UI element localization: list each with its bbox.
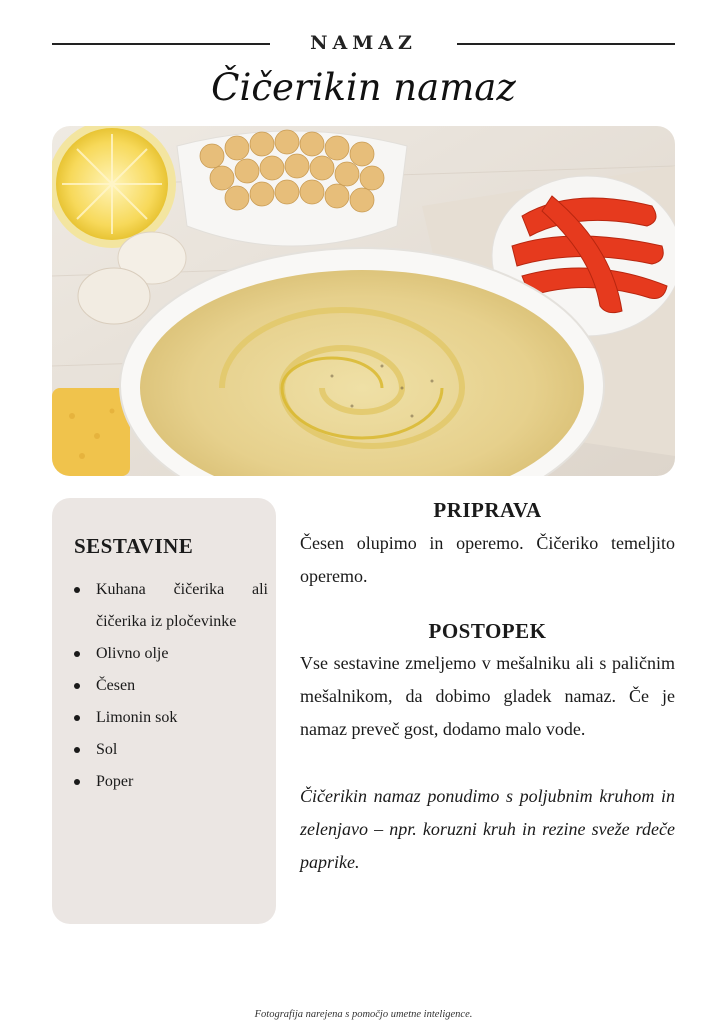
ingredients-panel xyxy=(52,498,276,924)
preparation-title: PRIPRAVA xyxy=(433,498,542,522)
ingredients-list xyxy=(72,574,268,798)
ai-photo-note: Fotografija narejena s pomočjo umetne inteligence. xyxy=(254,1009,473,1020)
recipe-category: NAMAZ xyxy=(310,32,417,54)
ingredient-item: Olivno olje xyxy=(72,638,268,670)
procedure-title: POSTOPEK xyxy=(428,619,547,643)
ingredient-item: Česen xyxy=(72,670,268,702)
serving-suggestion: Čičerikin namaz ponudimo s poljubnim kruhom in zelenjavo – npr. koruzni kruh in rezine sveže rdeče paprike. xyxy=(300,786,675,872)
header-rule-right xyxy=(457,43,675,45)
ingredient-item: Poper xyxy=(72,766,268,798)
hummus-photo xyxy=(52,126,675,476)
ingredient-item: Kuhana čičerika ali čičerika iz pločevinke xyxy=(72,574,268,638)
ingredient-item: Limonin sok xyxy=(72,702,268,734)
preparation-text: Česen olupimo in operemo. Čičeriko temeljito operemo. xyxy=(300,533,675,586)
procedure-text: Vse sestavine zmeljemo v mešalniku ali s paličnim mešalnikom, da dobimo gladek namaz. Če je namaz preveč gost, dodamo malo vode. xyxy=(300,653,675,739)
recipe-title: Čičerikin namaz xyxy=(211,66,516,109)
ingredients-title: SESTAVINE xyxy=(74,534,194,558)
ingredient-item: Sol xyxy=(72,734,268,766)
